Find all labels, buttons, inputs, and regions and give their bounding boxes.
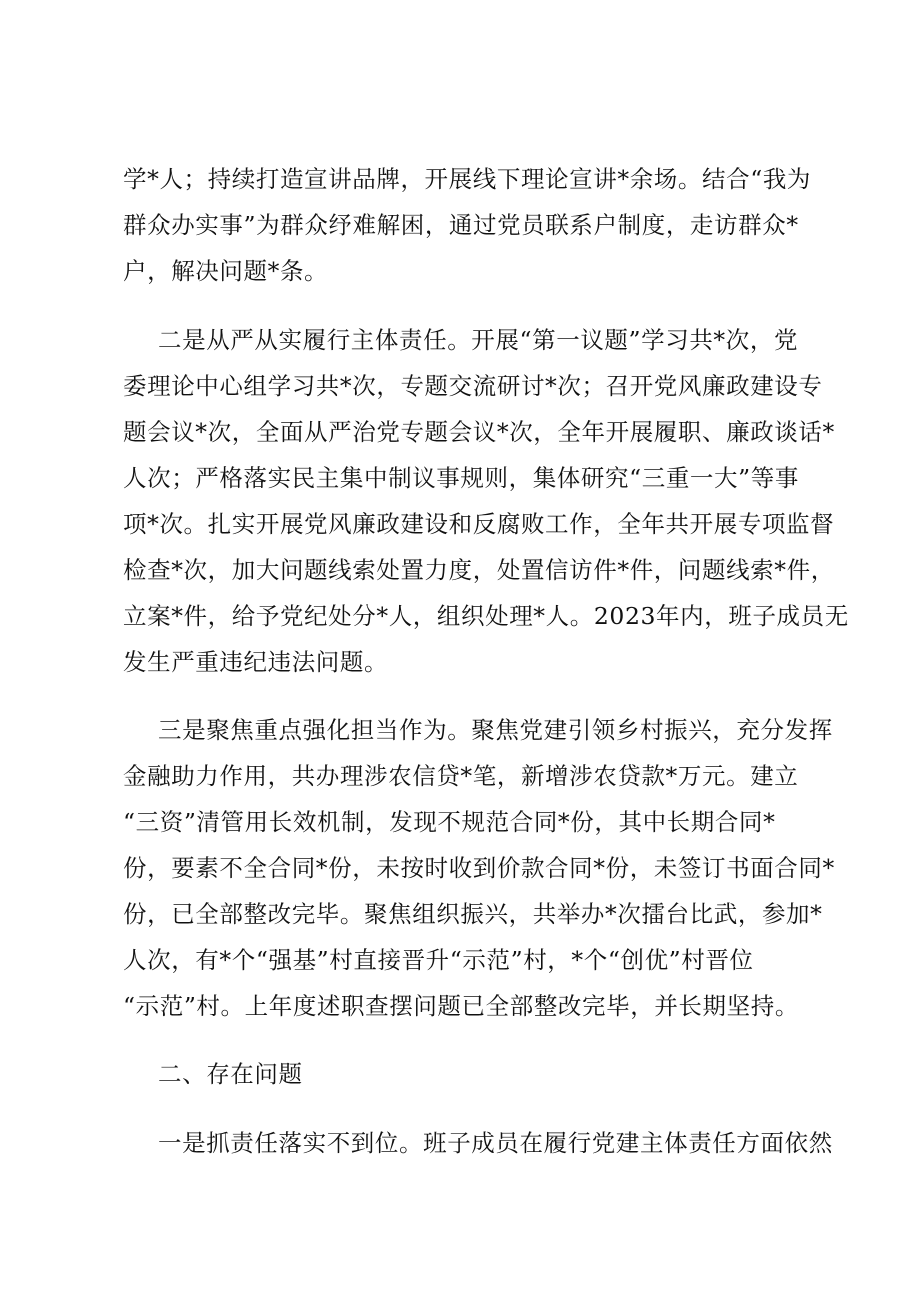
text-line: 人次；严格落实民主集中制议事规则，集体研究“三重一大”等事 [123, 464, 799, 492]
text-line: 委理论中心组学习共*次，专题交流研讨*次；召开党风廉政建设专 [123, 372, 823, 400]
text-line: 二是从严从实履行主体责任。开展“第一议题”学习共*次，党 [158, 326, 799, 354]
text-line: 份，要素不全合同*份，未按时收到价款合同*份，未签订书面合同* [123, 854, 835, 882]
text-line: 份，已全部整改完毕。聚焦组织振兴，共举办*次擂台比武，参加* [123, 900, 823, 928]
text-line: 群众办实事”为群众纾难解困，通过党员联系户制度，走访群众* [123, 211, 799, 239]
text-line: 户，解决问题*条。 [123, 257, 329, 285]
text-line: “三资”清管用长效机制，发现不规范合同*份，其中长期合同* [123, 808, 776, 836]
text-line: 一是抓责任落实不到位。班子成员在履行党建主体责任方面依然 [158, 1129, 833, 1157]
text-line: 题会议*次，全面从严治党专题会议*次，全年开展履职、廉政谈话* [123, 418, 835, 446]
text-line: 检查*次，加大问题线索处置力度，处置信访件*件，问题线索*件， [123, 556, 835, 584]
section-heading: 二、存在问题 [158, 1060, 303, 1088]
text-line: 学*人；持续打造宣讲品牌，开展线下理论宣讲*余场。结合“我为 [123, 165, 812, 193]
text-line: 发生严重违纪违法问题。 [123, 648, 389, 676]
text-line: 金融助力作用，共办理涉农信贷*笔，新增涉农贷款*万元。建立 [123, 762, 799, 790]
text-line: 立案*件，给予党纪处分*人，组织处理*人。2023年内，班子成员无 [123, 602, 849, 630]
text-line: 人次，有*个“强基”村直接晋升“示范”村，*个“创优”村晋位 [123, 946, 754, 974]
text-line: 三是聚焦重点强化担当作为。聚焦党建引领乡村振兴，充分发挥 [158, 716, 833, 744]
text-line: 项*次。扎实开展党风廉政建设和反腐败工作，全年共开展专项监督 [123, 510, 835, 538]
text-line: “示范”村。上年度述职查摆问题已全部整改完毕，并长期坚持。 [123, 992, 799, 1020]
